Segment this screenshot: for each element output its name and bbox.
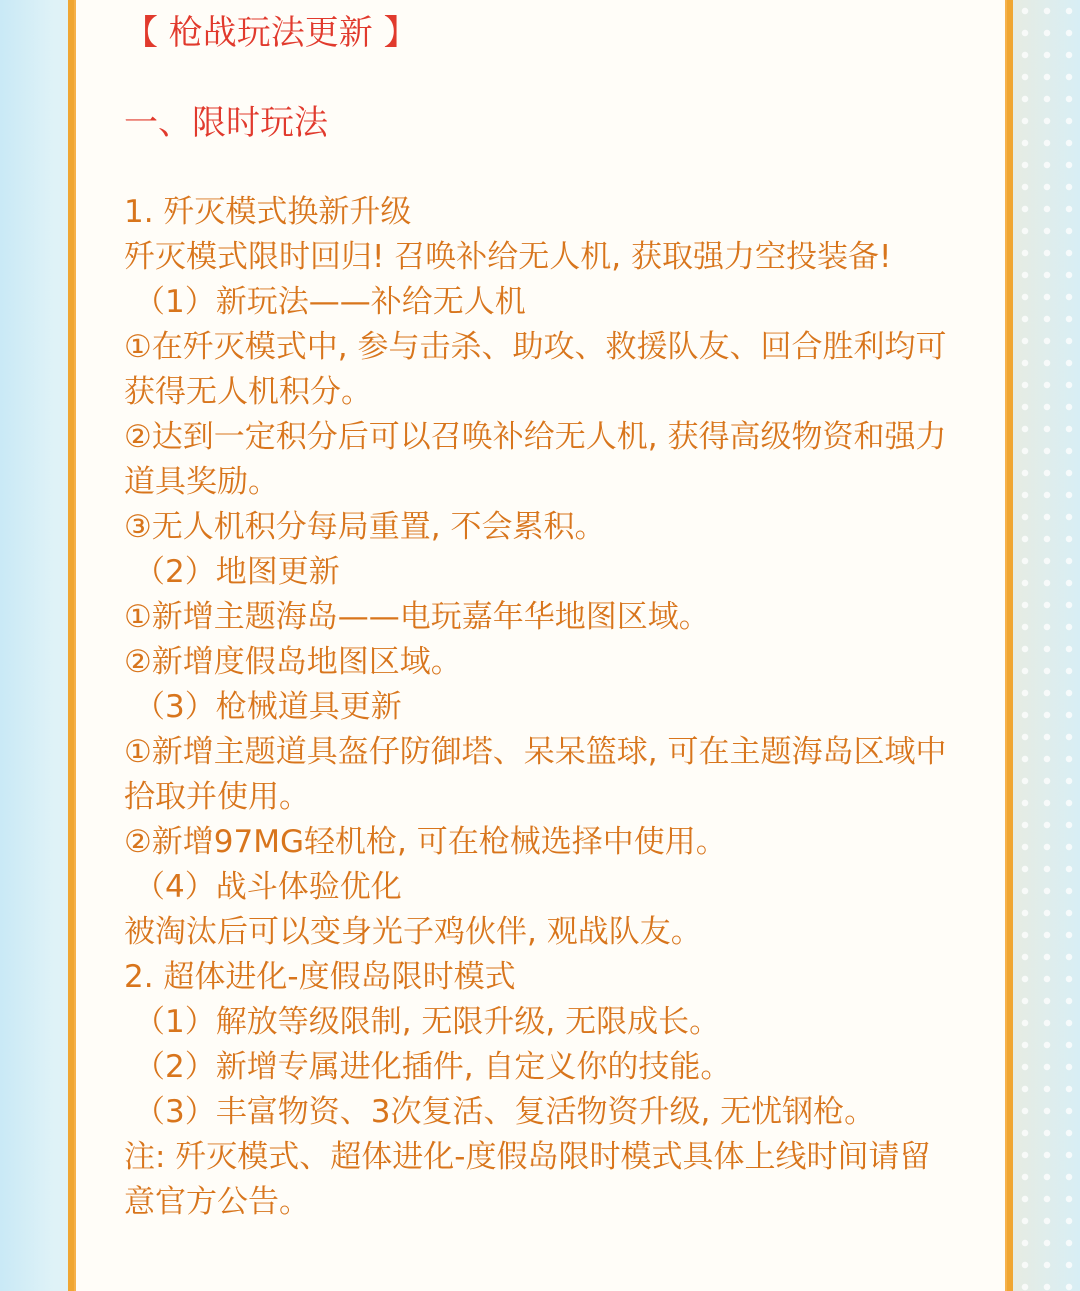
list-item: ③无人机积分每局重置, 不会累积。	[124, 509, 606, 545]
list-item: ①新增主题道具盔仔防御塔、呆呆篮球, 可在主题海岛区域中拾取并使用。	[124, 734, 947, 815]
list-item: ②新增度假岛地图区域。	[124, 644, 462, 680]
background-dots	[1014, 0, 1080, 1291]
list-item: （3）丰富物资、3次复活、复活物资升级, 无忧钢枪。	[134, 1094, 876, 1130]
paragraph: 歼灭模式限时回归! 召唤补给无人机, 获取强力空投装备!	[124, 239, 892, 275]
item-heading: 2. 超体进化-度假岛限时模式	[124, 959, 516, 995]
list-item: ②达到一定积分后可以召唤补给无人机, 获得高级物资和强力道具奖励。	[124, 419, 947, 500]
list-item: （1）解放等级限制, 无限升级, 无限成长。	[134, 1004, 721, 1040]
sub-heading: （3）枪械道具更新	[134, 689, 402, 725]
sub-heading: （1）新玩法——补给无人机	[134, 284, 526, 320]
sub-heading: （4）战斗体验优化	[134, 869, 402, 905]
item-heading: 1. 歼灭模式换新升级	[124, 194, 412, 230]
list-item: （2）新增专属进化插件, 自定义你的技能。	[134, 1049, 732, 1085]
list-item: ②新增97MG轻机枪, 可在枪械选择中使用。	[124, 824, 727, 860]
list-item: ①在歼灭模式中, 参与击杀、助攻、救援队友、回合胜利均可获得无人机积分。	[124, 329, 947, 410]
section-heading: 一、限时玩法	[124, 103, 328, 143]
list-item: ①新增主题海岛——电玩嘉年华地图区域。	[124, 599, 710, 635]
page-title: 【 枪战玩法更新 】	[124, 13, 418, 53]
sub-heading: （2）地图更新	[134, 554, 340, 590]
paragraph: 被淘汰后可以变身光子鸡伙伴, 观战队友。	[124, 914, 702, 950]
note: 注: 歼灭模式、超体进化-度假岛限时模式具体上线时间请留意官方公告。	[124, 1139, 931, 1220]
body-text	[124, 190, 964, 1225]
